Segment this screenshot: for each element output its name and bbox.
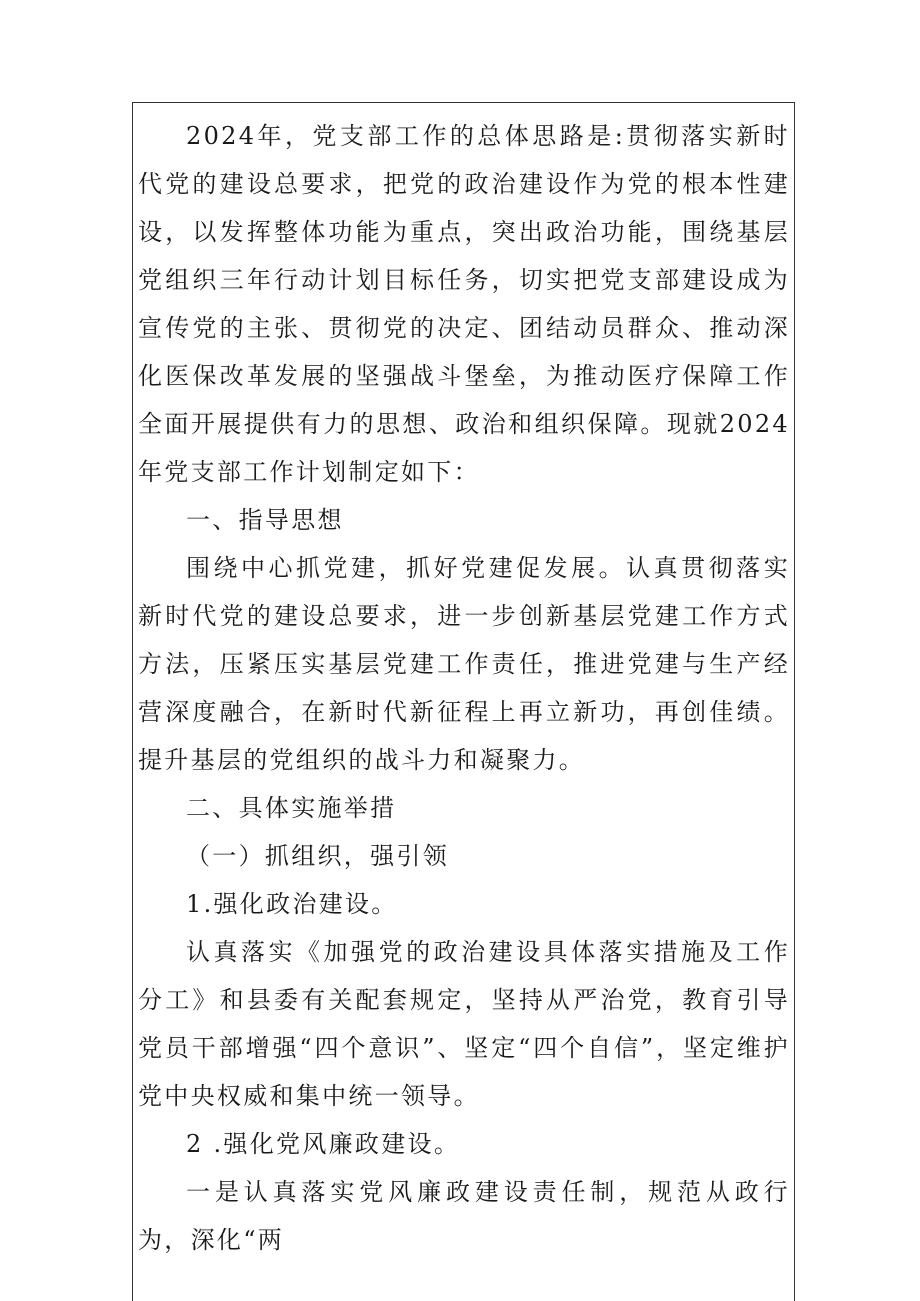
item-1-title: 1.强化政治建设。: [186, 890, 398, 918]
item-2-title: 2 .强化党风廉政建设。: [186, 1130, 461, 1158]
section-heading-measures: 二、具体实施举措: [186, 794, 397, 822]
guiding-thought-paragraph: 围绕中心抓党建，抓好党建促发展。认真贯彻落实新时代党的建设总要求，进一步创新基层党建工作方式方法，压紧压实基层党建工作责任，推进党建与生产经营深度融合，在新时代新征程上再立新功，再创佳绩。提升基层的党组织的战斗力和凝聚力。: [138, 554, 790, 774]
intro-paragraph: 2024年，党支部工作的总体思路是:贯彻落实新时代党的建设总要求，把党的政治建设作为党的根本性建设，以发挥整体功能为重点，突出政治功能，围绕基层党组织三年行动计划目标任务，切实把党支部建设成为宣传党的主张、贯彻党的决定、团结动员群众、推动深化医保改革发展的坚强战斗堡垒，为推动医疗保障工作全面开展提供有力的思想、政治和组织保障。现就2024年党支部工作计划制定如下：: [138, 122, 790, 486]
item-1-paragraph: 认真落实《加强党的政治建设具体落实措施及工作分工》和县委有关配套规定，坚持从严治党，教育引导党员干部增强“四个意识”、坚定“四个自信”，坚定维护党中央权威和集中统一领导。: [138, 938, 790, 1110]
item-2-paragraph: 一是认真落实党风廉政建设责任制，规范从政行为，深化“两: [138, 1178, 790, 1254]
section-heading-guiding-thought: 一、指导思想: [186, 506, 344, 534]
subsection-heading-organization: （一）抓组织，强引领: [186, 842, 449, 870]
document-body: [138, 112, 790, 1264]
